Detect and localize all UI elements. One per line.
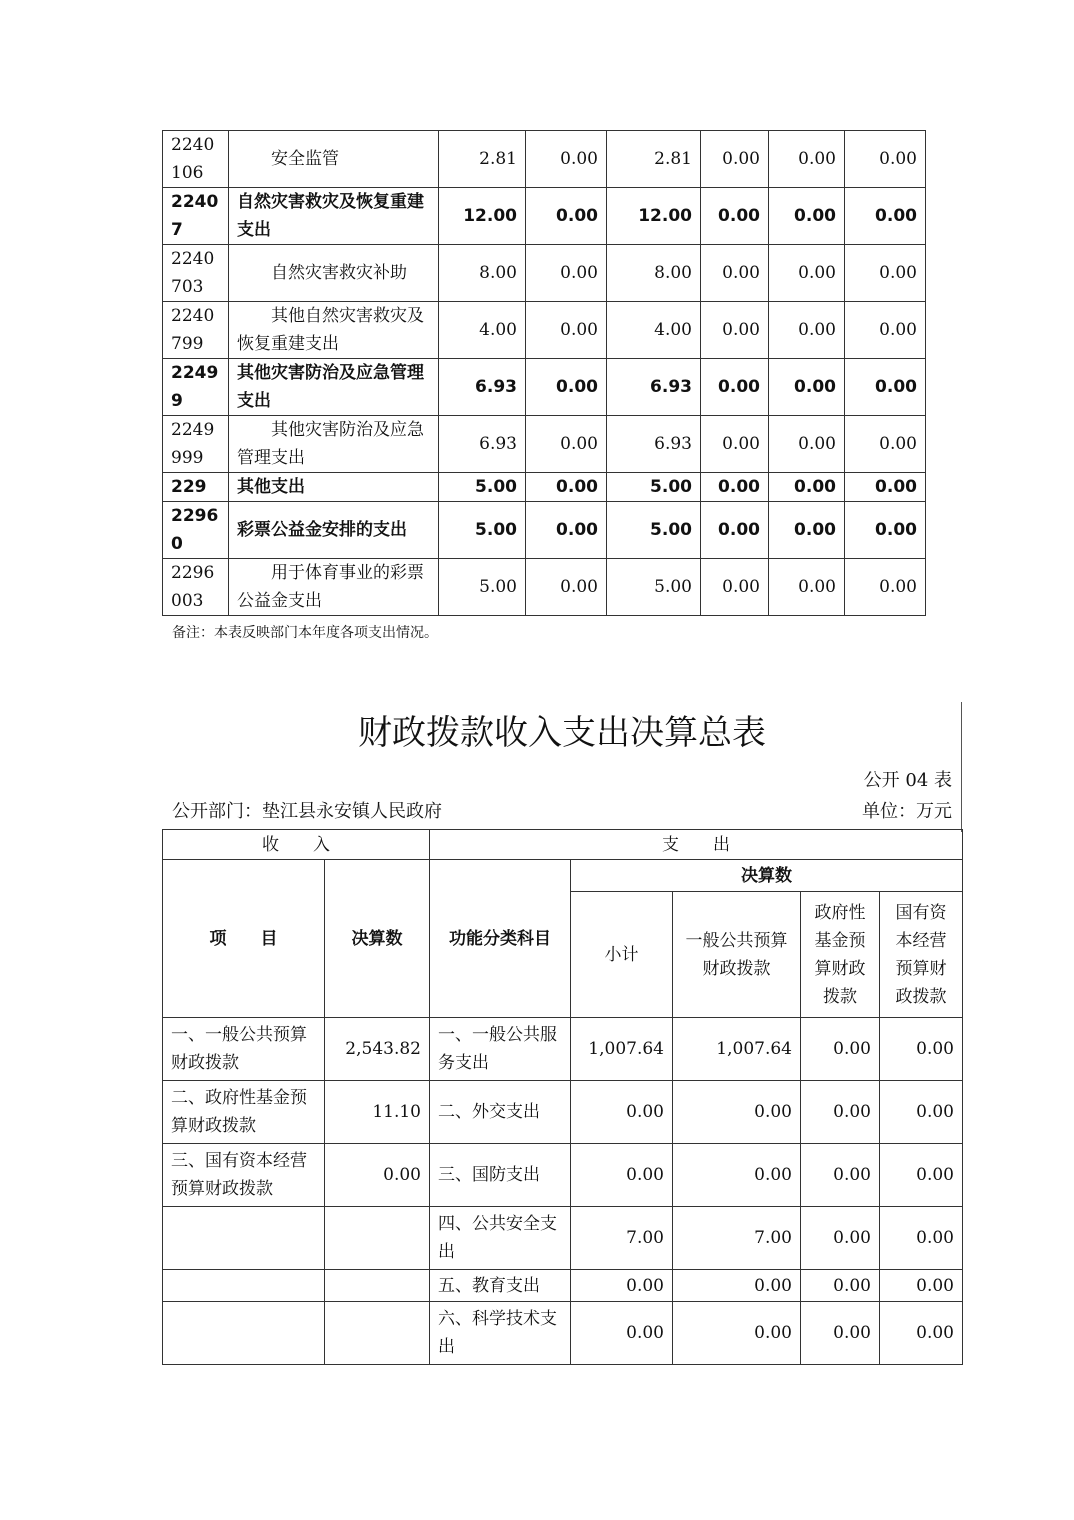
state-capital-header: 国有资本经营预算财政拨款 — [880, 892, 963, 1018]
expense-amount: 0.00 — [673, 1144, 801, 1207]
expense-amount: 0.00 — [880, 1207, 963, 1270]
income-header: 收 入 — [163, 830, 430, 860]
subject-name: 其他灾害防治及应急管理支出 — [229, 416, 439, 473]
amount-cell: 5.00 — [439, 559, 526, 616]
expense-amount: 0.00 — [801, 1081, 880, 1144]
table-row — [163, 1270, 963, 1302]
expense-amount: 0.00 — [880, 1302, 963, 1365]
subject-name: 其他自然灾害救灾及恢复重建支出 — [229, 302, 439, 359]
amount-cell: 0.00 — [845, 302, 926, 359]
amount-cell: 12.00 — [439, 188, 526, 245]
table-row — [163, 245, 926, 302]
subject-name: 其他灾害防治及应急管理支出 — [229, 359, 439, 416]
amount-cell: 0.00 — [845, 131, 926, 188]
expense-function: 一、一般公共服务支出 — [430, 1018, 571, 1081]
amount-cell: 0.00 — [769, 473, 845, 502]
item-header: 项 目 — [163, 860, 325, 1018]
general-budget-header: 一般公共预算财政拨款 — [673, 892, 801, 1018]
amount-cell: 12.00 — [607, 188, 701, 245]
amount-cell: 0.00 — [526, 188, 607, 245]
table-row — [163, 473, 926, 502]
amount-cell: 0.00 — [701, 245, 769, 302]
amount-cell: 0.00 — [701, 416, 769, 473]
amount-cell: 0.00 — [769, 502, 845, 559]
amount-cell: 0.00 — [526, 302, 607, 359]
expense-amount: 0.00 — [571, 1144, 673, 1207]
income-amount — [325, 1270, 430, 1302]
table-row — [163, 1018, 963, 1081]
table-row — [163, 1302, 963, 1365]
amount-cell: 5.00 — [607, 502, 701, 559]
department-label: 公开部门：垫江县永安镇人民政府 — [172, 801, 442, 822]
amount-cell: 0.00 — [701, 502, 769, 559]
gov-fund-header: 政府性基金预算财政拨款 — [801, 892, 880, 1018]
amount-cell: 2.81 — [439, 131, 526, 188]
expense-function: 二、外交支出 — [430, 1081, 571, 1144]
expense-amount: 1,007.64 — [673, 1018, 801, 1081]
subject-name: 其他支出 — [229, 473, 439, 502]
expense-amount: 0.00 — [880, 1018, 963, 1081]
amount-cell: 0.00 — [526, 245, 607, 302]
income-item: 一、一般公共预算财政拨款 — [163, 1018, 325, 1081]
expense-amount: 0.00 — [801, 1270, 880, 1302]
amount-cell: 0.00 — [526, 131, 607, 188]
expense-function: 六、科学技术支出 — [430, 1302, 571, 1365]
income-item — [163, 1207, 325, 1270]
unit-label: 单位：万元 — [862, 801, 952, 822]
expense-amount: 0.00 — [673, 1270, 801, 1302]
table-row — [163, 302, 926, 359]
subject-code: 2296 003 — [163, 559, 229, 616]
income-amount: 0.00 — [325, 1144, 430, 1207]
amount-cell: 0.00 — [769, 131, 845, 188]
expenditure-table — [162, 130, 926, 616]
table-row — [163, 359, 926, 416]
subject-name: 安全监管 — [229, 131, 439, 188]
amount-cell: 0.00 — [845, 416, 926, 473]
amount-cell: 0.00 — [701, 302, 769, 359]
amount-cell: 0.00 — [701, 559, 769, 616]
expense-amount: 7.00 — [571, 1207, 673, 1270]
income-amount — [325, 1302, 430, 1365]
expense-amount: 0.00 — [801, 1018, 880, 1081]
expense-function: 五、教育支出 — [430, 1270, 571, 1302]
income-item — [163, 1270, 325, 1302]
amount-cell: 0.00 — [845, 502, 926, 559]
amount-cell: 0.00 — [526, 473, 607, 502]
subject-name: 用于体育事业的彩票公益金支出 — [229, 559, 439, 616]
amount-cell: 6.93 — [439, 416, 526, 473]
subtotal-header: 小计 — [571, 892, 673, 1018]
subject-name: 自然灾害救灾及恢复重建支出 — [229, 188, 439, 245]
amount-cell: 0.00 — [526, 359, 607, 416]
expense-amount: 7.00 — [673, 1207, 801, 1270]
income-item: 二、政府性基金预算财政拨款 — [163, 1081, 325, 1144]
expense-function: 三、国防支出 — [430, 1144, 571, 1207]
amount-cell: 0.00 — [845, 359, 926, 416]
subject-code: 2249 9 — [163, 359, 229, 416]
subject-name: 彩票公益金安排的支出 — [229, 502, 439, 559]
amount-cell: 0.00 — [701, 473, 769, 502]
expense-amount: 0.00 — [673, 1302, 801, 1365]
amount-cell: 8.00 — [439, 245, 526, 302]
amount-cell: 0.00 — [526, 559, 607, 616]
subject-code: 2240 106 — [163, 131, 229, 188]
amount-cell: 2.81 — [607, 131, 701, 188]
expense-amount: 0.00 — [801, 1144, 880, 1207]
subject-code: 2240 703 — [163, 245, 229, 302]
subject-code: 2240 799 — [163, 302, 229, 359]
expense-amount: 0.00 — [673, 1081, 801, 1144]
amount-cell: 8.00 — [607, 245, 701, 302]
table-row — [163, 416, 926, 473]
expense-amount: 0.00 — [571, 1081, 673, 1144]
expense-function: 四、公共安全支出 — [430, 1207, 571, 1270]
table-row — [163, 559, 926, 616]
expense-amount: 0.00 — [880, 1144, 963, 1207]
amount-cell: 6.93 — [439, 359, 526, 416]
amount-cell: 5.00 — [607, 559, 701, 616]
table-row — [163, 1207, 963, 1270]
amount-cell: 0.00 — [769, 188, 845, 245]
amount-header: 决算数 — [325, 860, 430, 1018]
amount-cell: 0.00 — [526, 416, 607, 473]
income-item: 三、国有资本经营预算财政拨款 — [163, 1144, 325, 1207]
amount-cell: 6.93 — [607, 416, 701, 473]
function-header: 功能分类科目 — [430, 860, 571, 1018]
subject-name: 自然灾害救灾补助 — [229, 245, 439, 302]
expense-header: 支 出 — [430, 830, 963, 860]
expense-amount: 0.00 — [571, 1270, 673, 1302]
income-item — [163, 1302, 325, 1365]
amount-cell: 5.00 — [607, 473, 701, 502]
subject-code: 2296 0 — [163, 502, 229, 559]
amount-cell: 6.93 — [607, 359, 701, 416]
amount-cell: 0.00 — [845, 245, 926, 302]
amount-cell: 0.00 — [701, 131, 769, 188]
expense-amount: 0.00 — [880, 1081, 963, 1144]
amount-cell: 4.00 — [607, 302, 701, 359]
table-row — [163, 502, 926, 559]
amount-cell: 0.00 — [769, 245, 845, 302]
budget-header: 决算数 — [571, 860, 963, 892]
expense-amount: 0.00 — [801, 1302, 880, 1365]
expense-amount: 0.00 — [880, 1270, 963, 1302]
expense-amount: 1,007.64 — [571, 1018, 673, 1081]
amount-cell: 0.00 — [769, 559, 845, 616]
amount-cell: 0.00 — [845, 473, 926, 502]
amount-cell: 0.00 — [769, 302, 845, 359]
table-row — [163, 131, 926, 188]
table-row — [163, 1144, 963, 1207]
table-number: 公开 04 表 — [863, 770, 952, 791]
subject-code: 229 — [163, 473, 229, 502]
expense-amount: 0.00 — [571, 1302, 673, 1365]
table-note: 备注：本表反映部门本年度各项支出情况。 — [172, 625, 438, 641]
amount-cell: 0.00 — [701, 359, 769, 416]
page-title: 财政拨款收入支出决算总表 — [358, 713, 766, 753]
income-amount: 11.10 — [325, 1081, 430, 1144]
table-row — [163, 1081, 963, 1144]
amount-cell: 4.00 — [439, 302, 526, 359]
subject-code: 2240 7 — [163, 188, 229, 245]
income-amount — [325, 1207, 430, 1270]
amount-cell: 0.00 — [526, 502, 607, 559]
subject-code: 2249 999 — [163, 416, 229, 473]
amount-cell: 0.00 — [701, 188, 769, 245]
table-row — [163, 188, 926, 245]
amount-cell: 5.00 — [439, 502, 526, 559]
amount-cell: 0.00 — [769, 359, 845, 416]
amount-cell: 0.00 — [845, 188, 926, 245]
summary-table — [162, 829, 963, 1365]
amount-cell: 0.00 — [845, 559, 926, 616]
expense-amount: 0.00 — [801, 1207, 880, 1270]
amount-cell: 5.00 — [439, 473, 526, 502]
income-amount: 2,543.82 — [325, 1018, 430, 1081]
amount-cell: 0.00 — [769, 416, 845, 473]
